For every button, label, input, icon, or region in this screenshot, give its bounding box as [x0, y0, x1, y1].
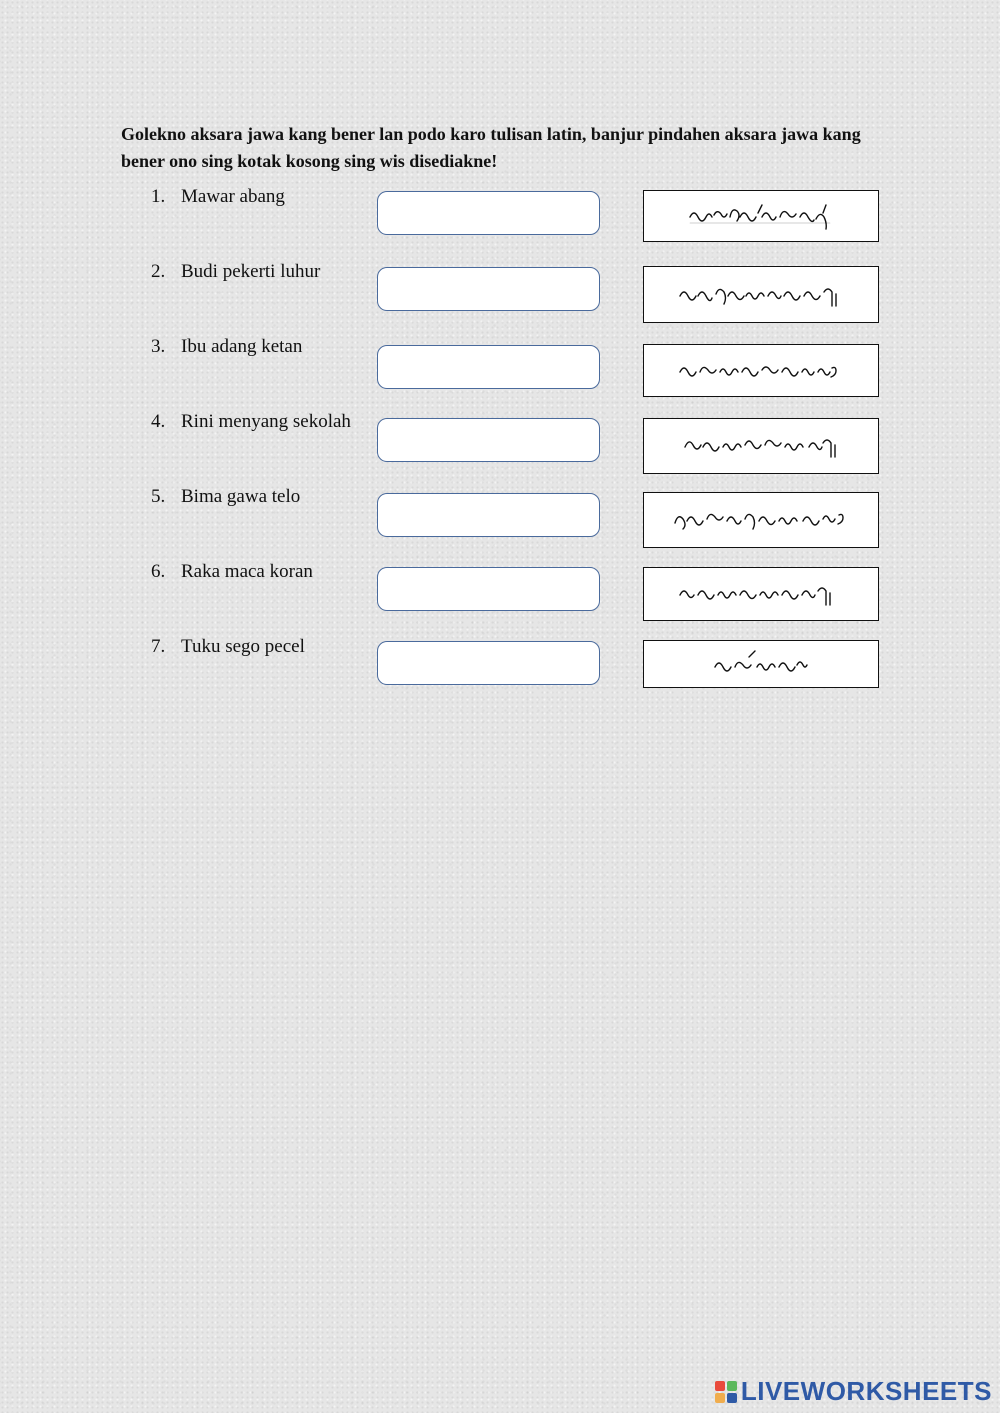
javanese-card-7[interactable] [643, 640, 879, 688]
item-number: 6. [151, 561, 166, 582]
answer-box-3[interactable] [377, 345, 600, 389]
javanese-script-image [676, 577, 846, 611]
item-number: 4. [151, 411, 166, 432]
item-latin-text: Mawar abang [181, 186, 285, 207]
answer-box-4[interactable] [377, 418, 600, 462]
answer-box-2[interactable] [377, 267, 600, 311]
javanese-card-4[interactable] [643, 418, 879, 474]
javanese-script-image [671, 503, 851, 537]
javanese-script-image [676, 278, 846, 312]
item-number: 3. [151, 336, 166, 357]
javanese-card-3[interactable] [643, 344, 879, 397]
answer-box-5[interactable] [377, 493, 600, 537]
javanese-script-image [676, 356, 846, 386]
item-number: 2. [151, 261, 166, 282]
javanese-card-5[interactable] [643, 492, 879, 548]
javanese-script-image [686, 199, 836, 233]
javanese-script-image [711, 649, 811, 679]
instructions: Golekno aksara jawa kang bener lan podo karo tulisan latin, banjur pindahen aksara jawa kang bener ono sing kotak kosong sing wis disediakne! [121, 124, 861, 171]
answer-box-7[interactable] [377, 641, 600, 685]
item-latin-text: Budi pekerti luhur [181, 261, 321, 282]
item-number: 5. [151, 486, 166, 507]
item-number: 7. [151, 636, 166, 657]
liveworksheets-logo [715, 1376, 992, 1407]
javanese-card-6[interactable] [643, 567, 879, 621]
item-latin-text: Tuku sego pecel [181, 636, 305, 657]
javanese-card-2[interactable] [643, 266, 879, 323]
item-latin-text: Rini menyang sekolah [181, 411, 351, 432]
brand-name: LIVEWORKSHEETS [740, 1376, 992, 1406]
item-latin-text: Bima gawa telo [181, 486, 301, 507]
javanese-script-image [681, 429, 841, 463]
liveworksheets-icon [715, 1381, 737, 1403]
item-latin-text: Ibu adang ketan [181, 336, 303, 357]
item-latin-text: Raka maca koran [181, 561, 313, 582]
javanese-card-1[interactable] [643, 190, 879, 242]
answer-box-6[interactable] [377, 567, 600, 611]
item-number: 1. [151, 186, 166, 207]
answer-box-1[interactable] [377, 191, 600, 235]
